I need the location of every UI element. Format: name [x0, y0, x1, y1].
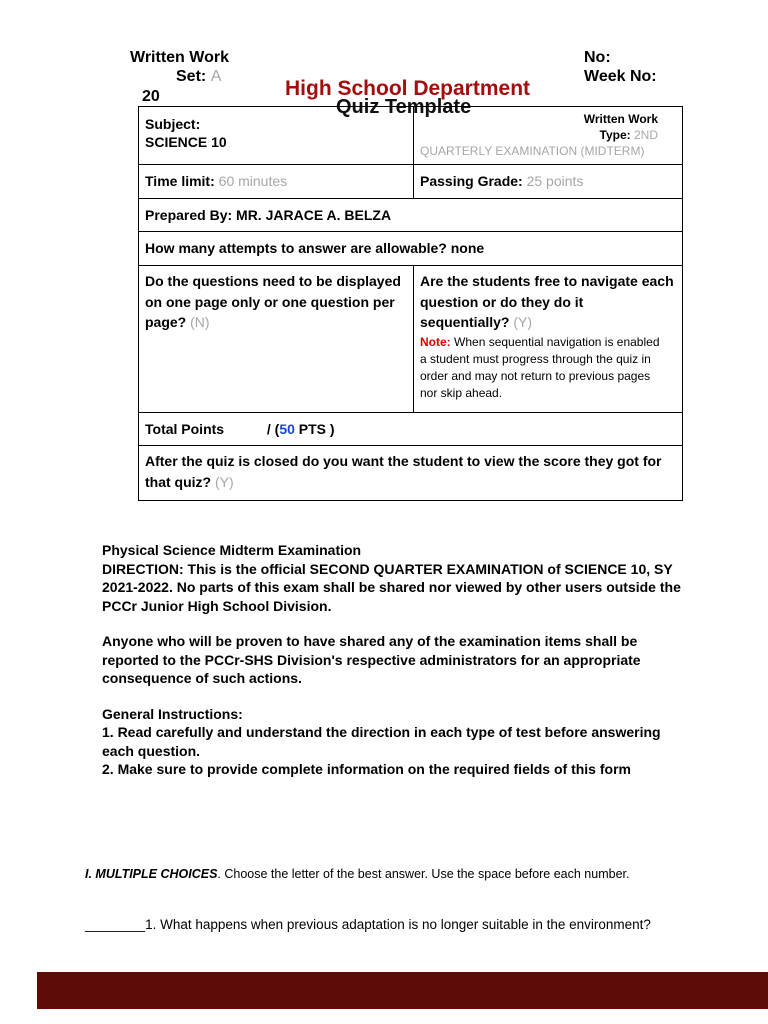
after-quiz-row — [139, 446, 683, 501]
quiz-template-title: Quiz Template — [336, 96, 472, 118]
warning-text: Anyone who will be proven to have shared any of the examination items shall be reported to the PCCr-SHS Division's respective administrators for an appropriate consequence of such actions. — [102, 633, 641, 686]
section-multiple-choice — [85, 866, 678, 883]
passing-grade-cell — [414, 165, 683, 199]
display-question: Do the questions need to be displayed on one page only or one question per page? — [145, 273, 401, 330]
subject-row — [139, 107, 683, 165]
direction-block — [102, 541, 682, 779]
after-quiz-answer: (Y) — [215, 473, 234, 490]
exam-type-value: QUARTERLY EXAMINATION (MIDTERM) — [420, 144, 645, 158]
section-title: I. MULTIPLE CHOICES — [85, 867, 218, 881]
number-label: No: — [584, 49, 611, 66]
time-row — [139, 165, 683, 199]
written-work-type-label: Written Work — [583, 112, 658, 126]
subject-label: Subject: — [145, 116, 201, 132]
time-limit-value: 60 minutes — [218, 173, 288, 190]
question-1 — [85, 916, 678, 933]
question-1-text: 1. What happens when previous adaptation is no longer suitable in the environment? — [145, 917, 651, 932]
written-work-type-cell — [414, 107, 683, 165]
navigation-row — [139, 266, 683, 413]
total-points-label: Total Points — [145, 420, 225, 437]
quiz-info-table — [138, 106, 683, 501]
instruction-1: 1. Read carefully and understand the direction in each type of test before answering each question. — [102, 724, 661, 759]
total-points-cell — [139, 413, 683, 446]
total-close: PTS ) — [298, 420, 335, 437]
footer-bar — [37, 972, 768, 1009]
time-limit-cell — [139, 165, 414, 199]
display-question-cell — [139, 266, 414, 413]
exam-title: Physical Science Midterm Examination — [102, 542, 362, 558]
section-instructions: . Choose the letter of the best answer. Use the space before each number. — [217, 867, 630, 881]
answer-blank[interactable]: ________ — [85, 917, 146, 932]
navigation-note — [420, 334, 676, 402]
instruction-2: 2. Make sure to provide complete information on the required fields of this form — [102, 761, 631, 777]
passing-grade-label: Passing Grade: — [420, 173, 523, 190]
navigate-answer: (Y) — [513, 314, 533, 330]
prepared-row — [139, 199, 683, 232]
week-number-label: Week No: — [584, 68, 657, 85]
instructions-title: General Instructions: — [102, 705, 243, 722]
total-points-value: 50 — [279, 420, 295, 437]
navigate-question-cell — [414, 266, 683, 413]
subject-cell — [139, 107, 414, 165]
subject-value: SCIENCE 10 — [145, 134, 227, 150]
passing-grade-value: 25 points — [526, 173, 584, 190]
attempts-row — [139, 232, 683, 266]
written-work-label: Written Work — [130, 49, 229, 66]
direction-text: DIRECTION: This is the official SECOND QUARTER EXAMINATION of SCIENCE 10, SY 2021-2022. No parts of this exam shall be shared nor viewed by other users outside the PCCr Junior High School Division. — [102, 560, 681, 614]
after-quiz-cell — [139, 446, 683, 501]
after-quiz-question: After the quiz is closed do you want the student to view the score they got for that quiz? — [145, 453, 662, 490]
set-label: Set: — [176, 68, 207, 85]
total-points-row — [139, 413, 683, 446]
type-value: 2ND — [633, 128, 658, 142]
set-value: A — [210, 68, 222, 85]
total-open: / ( — [266, 420, 280, 437]
display-answer: (N) — [190, 314, 210, 330]
set-line — [176, 67, 221, 86]
time-limit-label: Time limit: — [145, 173, 215, 190]
attempts-question: How many attempts to answer are allowable? none — [139, 232, 683, 266]
prepared-by: Prepared By: MR. JARACE A. BELZA — [139, 199, 683, 232]
note-label: Note: — [420, 334, 451, 349]
navigate-question: Are the students free to navigate each question or do they do it sequentially? — [420, 273, 674, 330]
type-label: Type: — [599, 128, 631, 142]
note-text: When sequential navigation is enabled a student must progress through the quiz in order and may not return to previous pages nor skip ahead. — [420, 334, 660, 400]
department-title: High School Department — [285, 77, 531, 100]
year-prefix: 20 — [142, 88, 160, 105]
